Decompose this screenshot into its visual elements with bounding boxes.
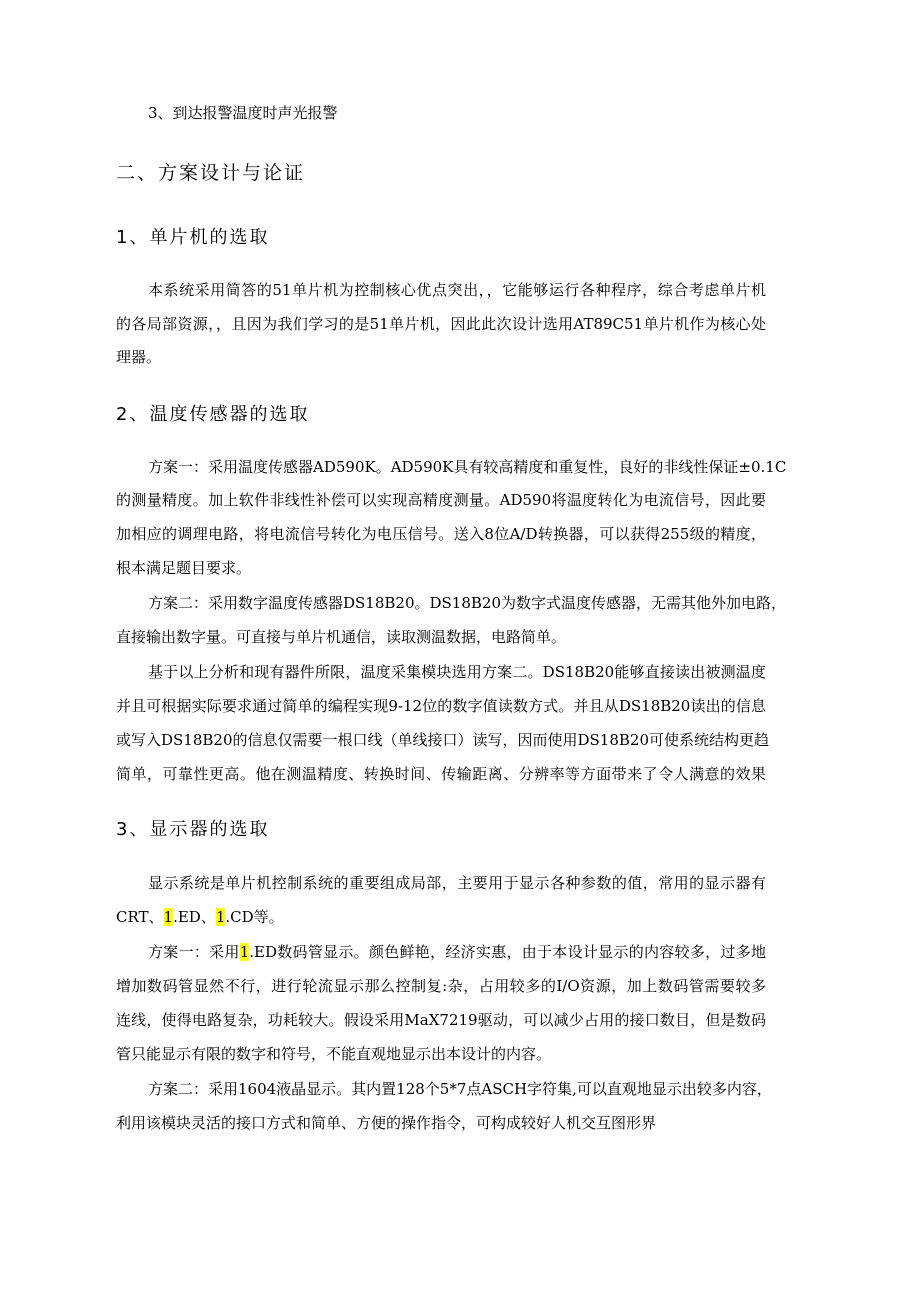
paragraph-line: 理器。 <box>116 348 162 366</box>
paragraph-line: 本系统采用简答的51单片机为控制核心优点突出，，它能够运行各种程序，综合考虑单片机 <box>148 281 766 299</box>
paragraph-line: 加相应的调理电路，将电流信号转化为电压信号。送入8位A/D转换器，可以获得255级的精度， <box>116 525 766 543</box>
paragraph-line: 增加数码管显然不行，进行轮流显示那么控制复:杂，占用较多的I/O资源，加上数码管需要较多 <box>116 977 766 995</box>
paragraph-line: 根本满足题目要求。 <box>116 559 252 577</box>
highlighted-text: 1 <box>215 908 226 926</box>
section-heading-design: 二、方案设计与论证 <box>116 162 306 184</box>
text-run: .CD等。 <box>225 908 284 926</box>
subsection-heading-mcu: 1、单片机的选取 <box>116 227 270 248</box>
paragraph-line: 的各局部资源，，且因为我们学习的是51单片机，因此此次设计选用AT89C51单片机作为核心处 <box>116 315 766 333</box>
paragraph-line: 简单，可靠性更高。他在测温精度、转换时间、传输距离、分辨率等方面带来了令人满意的效果 <box>116 765 766 783</box>
highlighted-text: 1 <box>163 908 174 926</box>
paragraph-line: 基于以上分析和现有器件所限，温度采集模块选用方案二。DS18B20能够直接读出被测温度 <box>148 663 766 681</box>
paragraph-line: 利用该模块灵活的接口方式和简单、方便的操作指令，可构成较好人机交互图形界 <box>116 1114 657 1132</box>
text-run: .ED、 <box>173 908 216 926</box>
paragraph-line: 方案二：采用数字温度传感器DS18B20。DS18B20为数字式温度传感器，无需其他外加电路， <box>148 594 787 612</box>
text-run: 方案一：采用 <box>148 943 240 961</box>
paragraph-line: 并且可根据实际要求通过简单的编程实现9-12位的数字值读数方式。并且从DS18B20读出的信息 <box>116 697 766 715</box>
subsection-heading-sensor: 2、温度传感器的选取 <box>116 404 310 425</box>
paragraph-line: 显示系统是单片机控制系统的重要组成局部，主要用于显示各种参数的值，常用的显示器有 <box>148 874 766 892</box>
requirement-item-3: 3、到达报警温度时声光报警 <box>148 104 338 122</box>
paragraph-line: 连线，使得电路复杂，功耗较大。假设采用MaX7219驱动，可以减少占用的接口数目，但是数码 <box>116 1011 766 1029</box>
subsection-heading-display: 3、显示器的选取 <box>116 819 270 840</box>
paragraph-line: 管只能显示有限的数字和符号，不能直观地显示出本设计的内容。 <box>116 1045 552 1063</box>
highlighted-text: 1 <box>239 943 250 961</box>
paragraph-line: 直接输出数字量。可直接与单片机通信，读取测温数据，电路简单。 <box>116 628 567 646</box>
paragraph-line: 方案一：采用温度传感器AD590K。AD590K具有较高精度和重复性，良好的非线性保证±0.1C <box>148 458 787 476</box>
paragraph-line: 或写入DS18B20的信息仅需要一根口线（单线接口）读写，因而使用DS18B20可使系统结构更趋 <box>116 731 770 749</box>
text-run: CRT、 <box>116 908 164 926</box>
paragraph-line: 方案二：采用1604液晶显示。其内置128个5*7点ASCH字符集,可以直观地显示出较多内容， <box>148 1080 772 1098</box>
paragraph-line <box>116 907 766 927</box>
paragraph-line <box>148 942 766 962</box>
text-run: .ED数码管显示。颜色鲜艳，经济实惠，由于本设计显示的内容较多，过多地 <box>249 943 766 961</box>
paragraph-line: 的测量精度。加上软件非线性补偿可以实现高精度测量。AD590将温度转化为电流信号，因此要 <box>116 491 766 509</box>
